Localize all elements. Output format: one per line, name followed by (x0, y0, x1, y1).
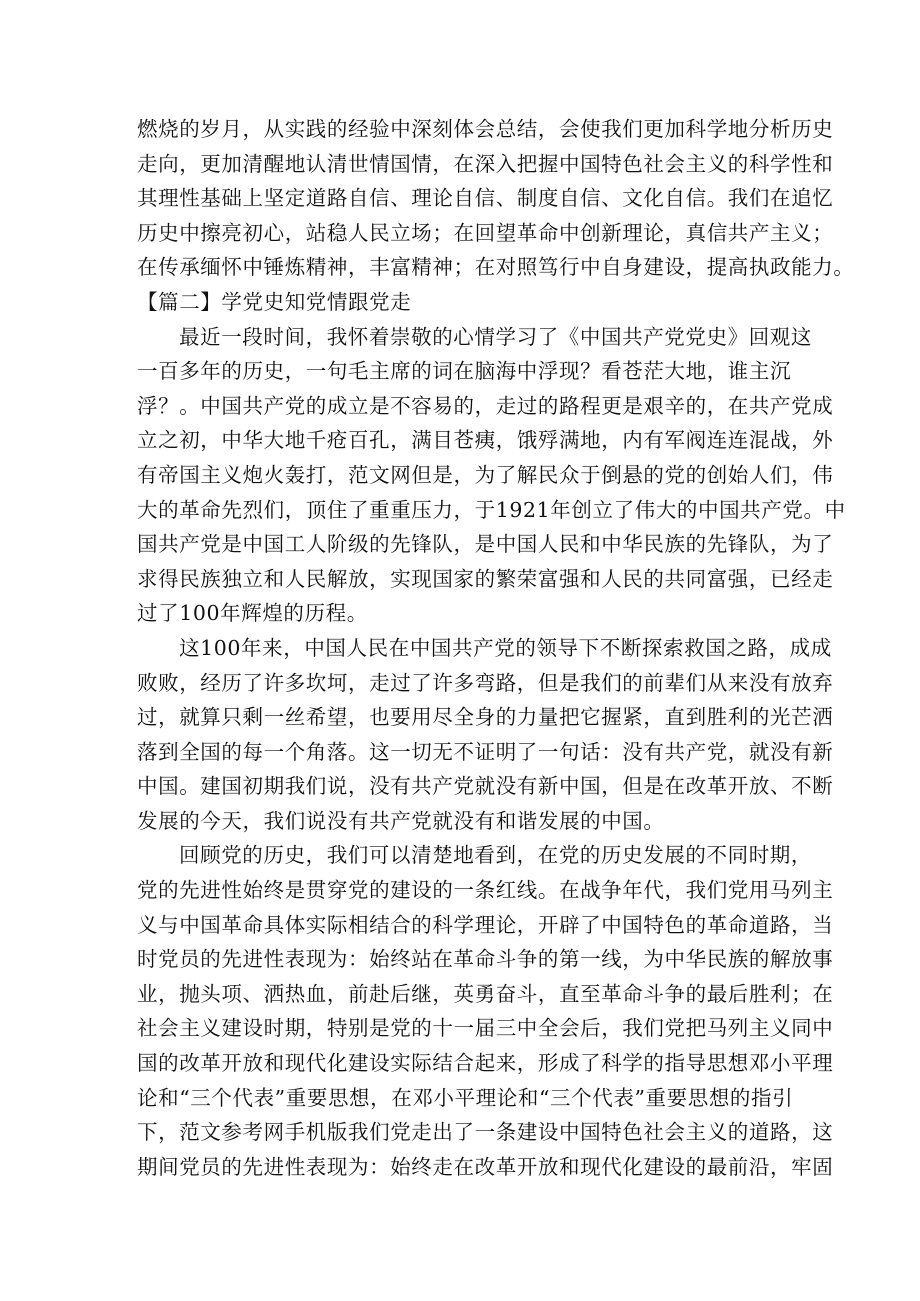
text-line: 党的先进性始终是贯穿党的建设的一条红线。在战争年代，我们党用马列主 (137, 878, 834, 903)
paragraph-1 (137, 320, 846, 631)
text-line: 论和“三个代表”重要思想，在邓小平理论和“三个代表”重要思想的指引 (137, 1085, 794, 1110)
section-title: 【篇二】学党史知党情跟党走 (137, 289, 412, 314)
text-line: 一百多年的历史，一句毛主席的词在脑海中浮现？看苍茫大地，谁主沉 (137, 359, 792, 384)
text-line: 发展的今天，我们说没有共产党就没有和谐发展的中国。 (137, 808, 665, 833)
text-line: 国的改革开放和现代化建设实际结合起来，形成了科学的指导思想邓小平理 (137, 1051, 834, 1076)
document-body (137, 112, 855, 1184)
text-line: 燃烧的岁月，从实践的经验中深刻体会总结，会使我们更加科学地分析历史 (137, 117, 834, 141)
text-line: 有帝国主义炮火轰打，范文网但是，为了解民众于倒悬的党的创始人们，伟 (137, 462, 834, 487)
text-line: 下，范文参考网手机版我们党走出了一条建设中国特色社会主义的道路，这 (137, 1120, 834, 1145)
text-line: 浮？。中国共产党的成立是不容易的，走过的路程更是艰辛的，在共产党成 (137, 393, 834, 418)
text-line: 立之初，中华大地千疮百孔，满目苍痍，饿殍满地，内有军阀连连混战，外 (137, 428, 834, 453)
text-line: 在传承缅怀中锤炼精神，丰富精神；在对照笃行中自身建设，提高执政能力。 (137, 255, 855, 280)
text-line: 时党员的先进性表现为：始终站在革命斗争的第一线，为中华民族的解放事 (137, 947, 834, 972)
text-line: 国共产党是中国工人阶级的先锋队，是中国人民和中华民族的先锋队，为了 (137, 532, 834, 557)
text-line: 这100年来，中国人民在中国共产党的领导下不断探索救国之路，成成 (179, 635, 832, 660)
text-line: 回顾党的历史，我们可以清楚地看到，在党的历史发展的不同时期， (179, 843, 812, 868)
paragraph-2 (137, 631, 834, 839)
text-line: 败败，经历了许多坎坷，走过了许多弯路，但是我们的前辈们从来没有放弃 (137, 670, 834, 695)
text-line: 义与中国革命具体实际相结合的科学理论，开辟了中国特色的革命道路，当 (137, 912, 834, 937)
text-line: 历史中擦亮初心，站稳人民立场；在回望革命中创新理论，真信共产主义； (137, 220, 834, 245)
text-line: 落到全国的每一个角落。这一切无不证明了一句话：没有共产党，就没有新 (137, 739, 834, 764)
text-line: 最近一段时间，我怀着崇敬的心情学习了《中国共产党党史》回观这 (179, 324, 812, 349)
text-line: 业，抛头项、洒热血，前赴后继，英勇奋斗，直至革命斗争的最后胜利；在 (137, 981, 834, 1006)
continuation-paragraph (137, 112, 855, 285)
text-line: 走向，更加清醒地认清世情国情，在深入把握中国特色社会主义的科学性和 (137, 151, 834, 176)
paragraph-3 (137, 838, 834, 1184)
text-line: 其理性基础上坚定道路自信、理论自信、制度自信、文化自信。我们在追忆 (137, 186, 834, 211)
text-line: 求得民族独立和人民解放，实现国家的繁荣富强和人民的共同富强，已经走 (137, 566, 834, 591)
text-line: 社会主义建设时期，特别是党的十一届三中全会后，我们党把马列主义同中 (137, 1016, 834, 1041)
text-line: 期间党员的先进性表现为：始终走在改革开放和现代化建设的最前沿，牢固 (137, 1154, 834, 1179)
text-line: 中国。建国初期我们说，没有共产党就没有新中国，但是在改革开放、不断 (137, 774, 834, 799)
text-line: 大的革命先烈们，顶住了重重压力，于1921年创立了伟大的中国共产党。中 (137, 497, 846, 522)
text-line: 过了100年辉煌的历程。 (137, 601, 368, 626)
text-line: 过，就算只剩一丝希望，也要用尽全身的力量把它握紧，直到胜利的光芒洒 (137, 705, 834, 730)
